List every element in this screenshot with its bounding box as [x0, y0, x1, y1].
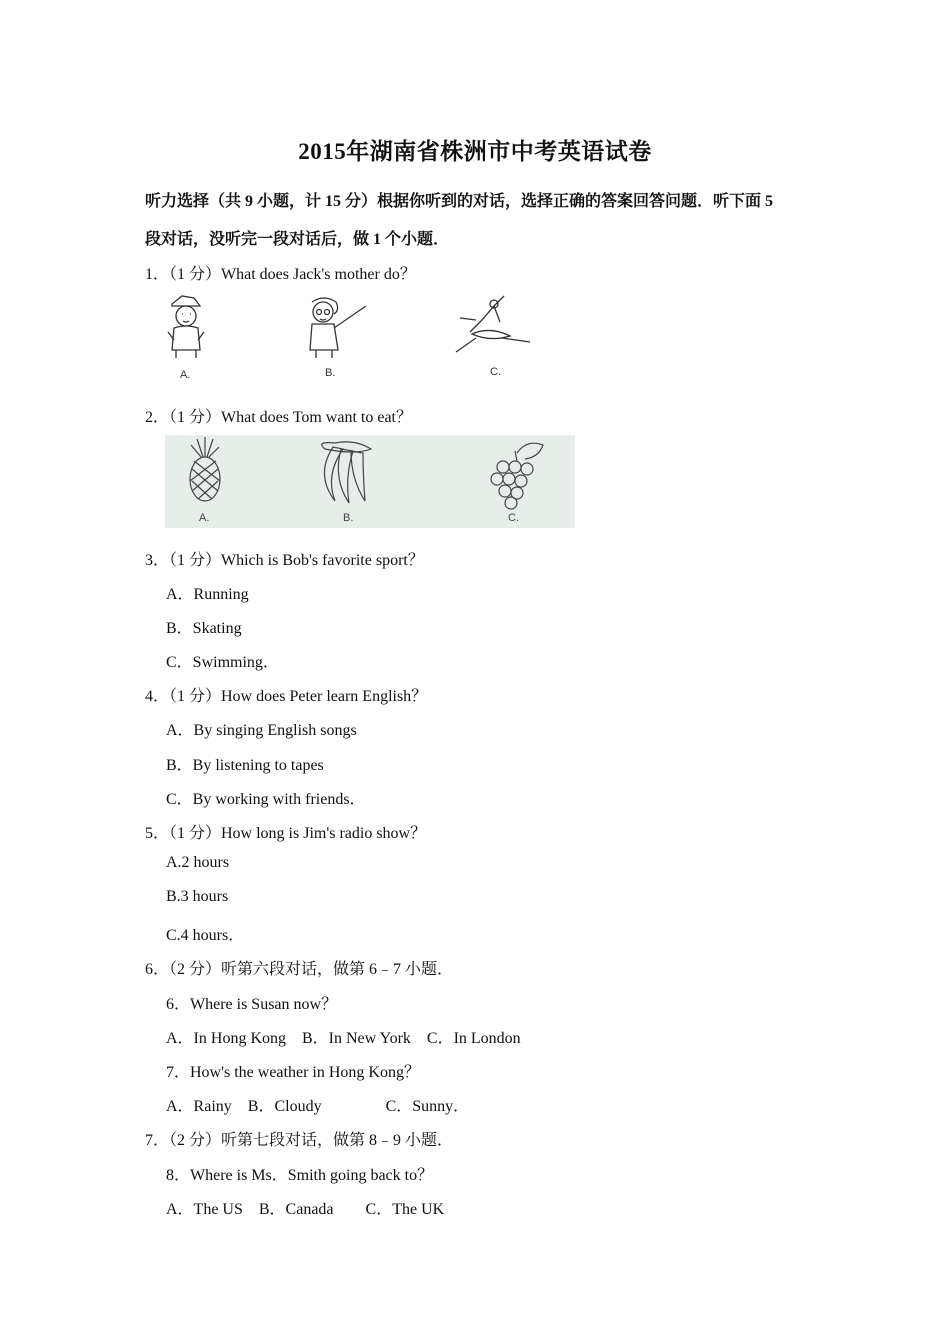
question-4-option-b: B．By listening to tapes [166, 757, 324, 774]
question-2-image-c-label: C. [508, 512, 519, 524]
question-3-stem: 3．（1 分）Which is Bob's favorite sport？ [145, 552, 424, 569]
question-3-option-c: C．Swimming． [166, 654, 279, 671]
question-1-images [160, 292, 550, 389]
section-instruction-line-2: 段对话，没听完一段对话后，做 1 个小题． [145, 231, 450, 248]
question-6-sub-question-7: 7．How's the weather in Hong Kong？ [166, 1064, 420, 1081]
question-5-option-a: A.2 hours [166, 854, 230, 871]
question-2-image-b-label: B. [343, 512, 354, 524]
question-5-option-b: B.3 hours [166, 888, 229, 905]
question-7-stem: 7．（2 分）听第七段对话，做第 8﹣9 小题． [145, 1132, 454, 1149]
question-4-option-c: C．By working with friends． [166, 791, 366, 808]
question-3-option-b: B．Skating [166, 620, 242, 637]
page-title: 2015年湖南省株洲市中考英语试卷 [298, 139, 652, 164]
question-1-image-b-label: B. [325, 367, 336, 379]
question-2-image-a-label: A. [199, 512, 210, 524]
dancer-figure-icon [456, 296, 530, 352]
question-2-picture-strip [165, 435, 575, 528]
question-2-stem: 2．（1 分）What does Tom want to eat？ [145, 409, 412, 426]
nurse-figure-icon [168, 296, 204, 358]
question-6-stem: 6．（2 分）听第六段对话，做第 6﹣7 小题． [145, 961, 454, 978]
question-1-image-c-label: C. [490, 366, 501, 378]
question-6-sub-7-options: A．Rainy B．Cloudy C．Sunny． [166, 1098, 470, 1115]
teacher-figure-icon [310, 298, 366, 358]
question-6-sub-6-options: A．In Hong Kong B．In New York C．In London [166, 1030, 521, 1047]
section-instruction-line-1: 听力选择（共 9 小题，计 15 分）根据你听到的对话，选择正确的答案回答问题．听下面 5 [145, 193, 774, 210]
question-7-sub-question-8: 8．Where is Ms．Smith going back to？ [166, 1167, 434, 1184]
question-1-stem: 1．（1 分）What does Jack's mother do？ [145, 266, 416, 283]
question-7-sub-8-options: A．The US B．Canada C．The UK [166, 1201, 445, 1218]
question-5-stem: 5．（1 分）How long is Jim's radio show？ [145, 825, 427, 842]
question-1-image-a-label: A. [180, 369, 191, 381]
question-6-sub-question-6: 6．Where is Susan now？ [166, 996, 338, 1013]
question-5-option-c: C.4 hours． [166, 927, 245, 944]
question-4-stem: 4．（1 分）How does Peter learn English？ [145, 688, 428, 705]
question-1-picture-strip [160, 292, 550, 384]
question-4-option-a: A．By singing English songs [166, 722, 357, 739]
question-3-option-a: A．Running [166, 586, 249, 603]
question-2-images [165, 435, 575, 533]
